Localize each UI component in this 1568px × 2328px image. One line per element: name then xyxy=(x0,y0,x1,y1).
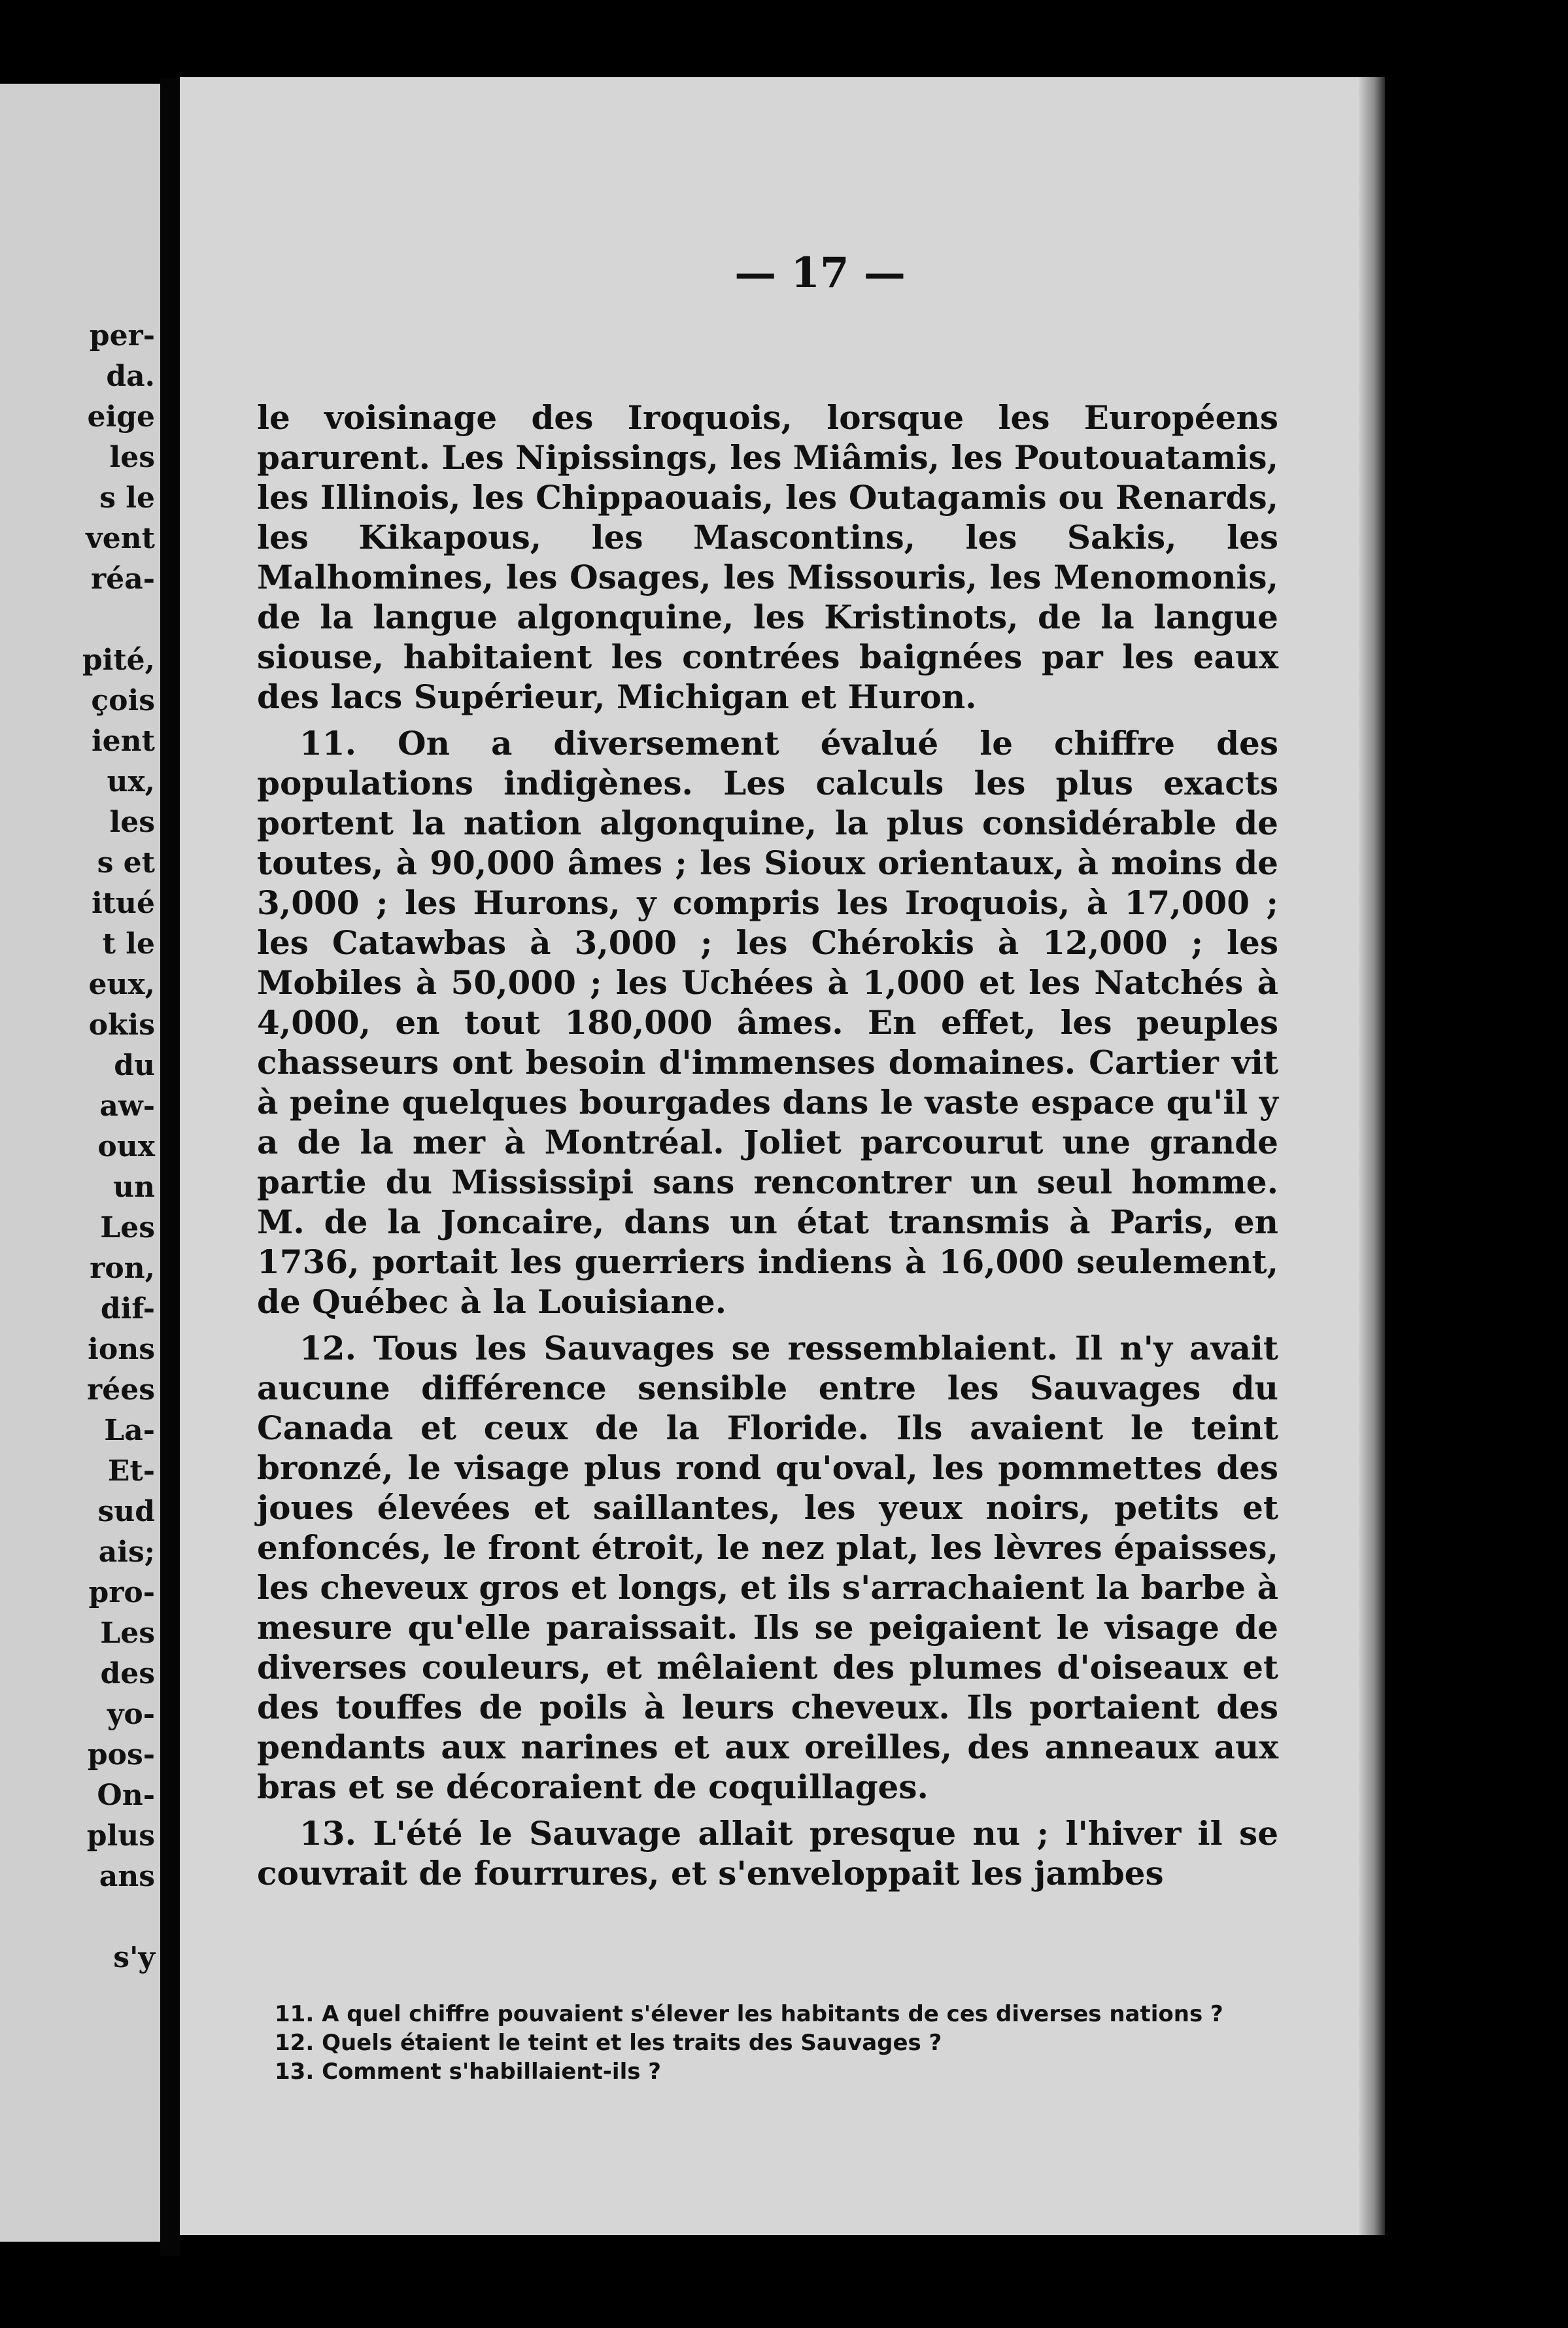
text-fragment: plus xyxy=(86,1819,155,1853)
text-fragment: On- xyxy=(97,1779,155,1812)
text-fragment: vent xyxy=(86,522,155,555)
page-gutter xyxy=(160,78,180,2256)
text-fragment: ans xyxy=(99,1860,155,1893)
page-number: — 17 — xyxy=(734,248,906,298)
text-fragment: pos- xyxy=(87,1738,155,1772)
text-fragment: s'y xyxy=(113,1941,155,1974)
text-fragment: les xyxy=(109,441,155,474)
text-fragment: Les xyxy=(100,1211,155,1244)
text-fragment xyxy=(0,600,160,640)
footnote-questions xyxy=(245,2000,1265,2086)
text-fragment xyxy=(0,1897,160,1938)
text-fragment: ais; xyxy=(98,1535,155,1569)
text-fragment: dif- xyxy=(100,1292,155,1326)
text-fragment: çois xyxy=(91,684,155,717)
text-fragment: réa- xyxy=(91,562,155,596)
text-fragment: ron, xyxy=(90,1252,155,1285)
paragraph-continued: le voisinage des Iroquois, lorsque les Européens parurent. Les Nipissings, les Miâmis, les Poutouatamis, les Illinois, les Chippaouais, les Outagamis ou Renards, les Kikapous, les Mascontins, les Sakis, les Malhomines, les Osages, les Missouris, les Menomonis, de la langue algonquine, les Kristinots, de la langue siouse, habitaient les contrées baignées par les eaux des lacs Supérieur, Michigan et Huron. xyxy=(257,398,1278,716)
text-fragment: du xyxy=(114,1049,155,1082)
text-fragment: Et- xyxy=(107,1454,155,1488)
text-fragment: eux, xyxy=(88,968,155,1001)
paragraph-13: 13. L'été le Sauvage allait presque nu ; l'hiver il se couvrait de fourrures, et s'enveloppait les jambes xyxy=(257,1814,1278,1892)
text-fragment: sud xyxy=(97,1495,155,1528)
text-fragment: eige xyxy=(87,400,155,434)
text-fragment: per- xyxy=(89,319,155,352)
text-fragment: Les xyxy=(100,1617,155,1650)
text-fragment: t le xyxy=(102,927,155,961)
book-page xyxy=(180,77,1382,2235)
page-body xyxy=(257,398,1278,1900)
text-fragment: itué xyxy=(91,887,155,920)
text-fragment: okis xyxy=(88,1008,155,1042)
text-fragment: aw- xyxy=(99,1089,155,1123)
text-fragment: ions xyxy=(88,1333,155,1366)
text-fragment: pité, xyxy=(82,643,155,677)
paragraph-11: 11. On a diversement évalué le chiffre des populations indigènes. Les calculs les plus exacts portent la nation algonquine, la plus considérable de toutes, à 90,000 âmes ; les Sioux orientaux, à moins de 3,000 ; les Hurons, y compris les Iroquois, à 17,000 ; les Catawbas à 3,000 ; les Chérokis à 12,000 ; les Mobiles à 50,000 ; les Uchées à 1,000 et les Natchés à 4,000, en tout 180,000 âmes. En effet, les peuples chasseurs ont besoin d'immenses domaines. Cartier vit à peine quelques bourgades dans le vaste espace qu'il y a de la mer à Montréal. Joliet parcourut une grande partie du Mississipi sans rencontrer un seul homme. M. de la Joncaire, dans un état transmis à Paris, en 1736, portait les guerriers indiens à 16,000 seulement, de Québec à la Louisiane. xyxy=(257,724,1278,1321)
text-fragment: da. xyxy=(106,360,155,393)
footnote-11: 11. A quel chiffre pouvaient s'élever les habitants de ces diverses nations ? xyxy=(275,2001,1223,2027)
footnote-13: 13. Comment s'habillaient-ils ? xyxy=(275,2059,662,2085)
text-fragment: des xyxy=(100,1657,155,1690)
previous-page-text xyxy=(0,316,160,1978)
paragraph-12: 12. Tous les Sauvages se ressemblaient. Il n'y avait aucune différence sensible entre les Sauvages du Canada et ceux de la Floride. Ils avaient le teint bronzé, le visage plus rond qu'oval, les pommettes des joues élevées et saillantes, les yeux noirs, petits et enfoncés, le front étroit, le nez plat, les lèvres épaisses, les cheveux gros et longs, et ils s'arrachaient la barbe à mesure qu'elle paraissait. Ils se peigaient le visage de diverses couleurs, et mêlaient des plumes d'oiseaux et des touffes de poils à leurs cheveux. Ils portaient des pendants aux narines et aux oreilles, des anneaux aux bras et se décoraient de coquillages. xyxy=(257,1329,1278,1806)
text-fragment: rées xyxy=(87,1373,155,1407)
text-fragment: les xyxy=(109,806,155,839)
page-edge-shadow xyxy=(1359,77,1385,2235)
text-fragment: s le xyxy=(99,481,155,515)
text-fragment: oux xyxy=(97,1130,155,1163)
text-fragment: La- xyxy=(104,1414,155,1447)
text-fragment: un xyxy=(113,1171,155,1204)
text-fragment: yo- xyxy=(107,1698,155,1731)
footnote-12: 12. Quels étaient le teint et les traits des Sauvages ? xyxy=(275,2030,942,2056)
text-fragment: s et xyxy=(97,846,155,880)
previous-page-edge xyxy=(0,84,160,2242)
text-fragment: ient xyxy=(91,725,155,758)
text-fragment: pro- xyxy=(88,1576,155,1609)
text-fragment: ux, xyxy=(107,765,155,798)
